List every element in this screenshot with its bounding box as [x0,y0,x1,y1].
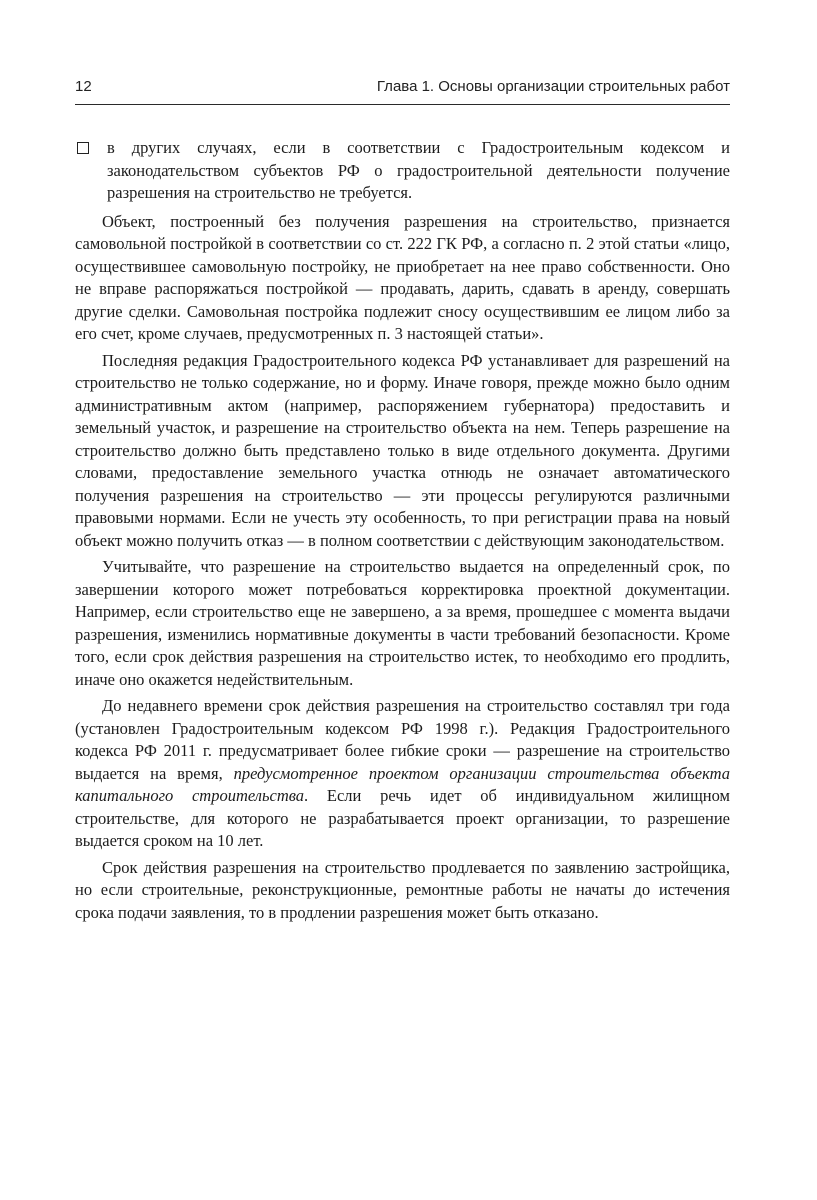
page-body [75,137,730,928]
checkbox-icon [77,142,89,154]
page-number: 12 [75,78,92,95]
paragraph-permit-extension: Срок действия разрешения на строительство продлевается по заявлению застройщика, но если строительные, реконструкционные, ремонтные работы не начаты до истечения срока подачи заявления, то в продлении разрешения может быть отказано. [75,857,730,922]
paragraph-permit-term: Учитывайте, что разрешение на строительство выдается на определенный срок, по завершении которого может потребоваться корректировка проектной документации. Например, если строительство еще не завершено, а за время, прошедшее с момента выдачи разрешения, изменились нормативные документы в части требований безопасности. Кроме того, если срок действия разрешения на строительство истек, то необходимо его продлить, иначе оно окажется недействительным. [75,557,730,689]
bullet-item [75,137,730,205]
italic-emphasis: предусмотренное проектом организации строительства объекта капитального строительства [75,763,730,805]
running-header [75,78,730,96]
paragraph-permit-form: Последняя редакция Градостроительного кодекса РФ устанавливает для разрешений на строительство не только содержание, но и форму. Иначе говоря, прежде можно было одним административным актом (например, распоряжением губернатора) предоставить и земельный участок, и разрешение на строительство объекта на нем. Теперь разрешение на строительство должно быть представлено только в виде отдельного документа. Другими словами, предоставление земельного участка отнюдь не означает автоматического получения разрешения на строительство — эти процессы регулируются различными правовыми нормами. Если не учесть эту особенность, то при регистрации права на новый объект можно получить отказ — в полном соответствии с действующим законодательством. [75,350,730,550]
bullet-text: в других случаях, если в соответствии с Градостроительным кодексом и законодательством субъектов РФ о градостроительной деятельности получение разрешения на строительство не требуется. [107,138,730,202]
header-divider [75,104,730,105]
paragraph-unauthorized-construction: Объект, построенный без получения разрешения на строительство, признается самовольной постройкой в соответствии со ст. 222 ГК РФ, а согласно п. 2 этой статьи «лицо, осуществившее самовольную постройку, не приобретает на нее право собственности. Оно не вправе распоряжаться постройкой — продавать, дарить, сдавать в аренду, совершать другие сделки. Самовольная постройка подлежит сносу осуществившим ее лицом либо за его счет, кроме случаев, предусмотренных п. 3 настоящей статьи». [75,211,730,343]
paragraph-text: . Если речь идет об индивидуальном жилищном строительстве, для которого не разрабатывается проект организации, то разрешение выдается сроком на 10 лет. [75,786,730,850]
paragraph-permit-duration [75,695,730,853]
chapter-title: Глава 1. Основы организации строительных работ [376,78,730,95]
paragraph-text: До недавнего времени срок действия разрешения на строительство составлял три года (установлен Градостроительным кодексом РФ 1998 г.). Редакция Градостроительного кодекса РФ 2011 г. предусматривает более гибкие сроки — разрешение на строительство выдается на время, [75,696,730,783]
